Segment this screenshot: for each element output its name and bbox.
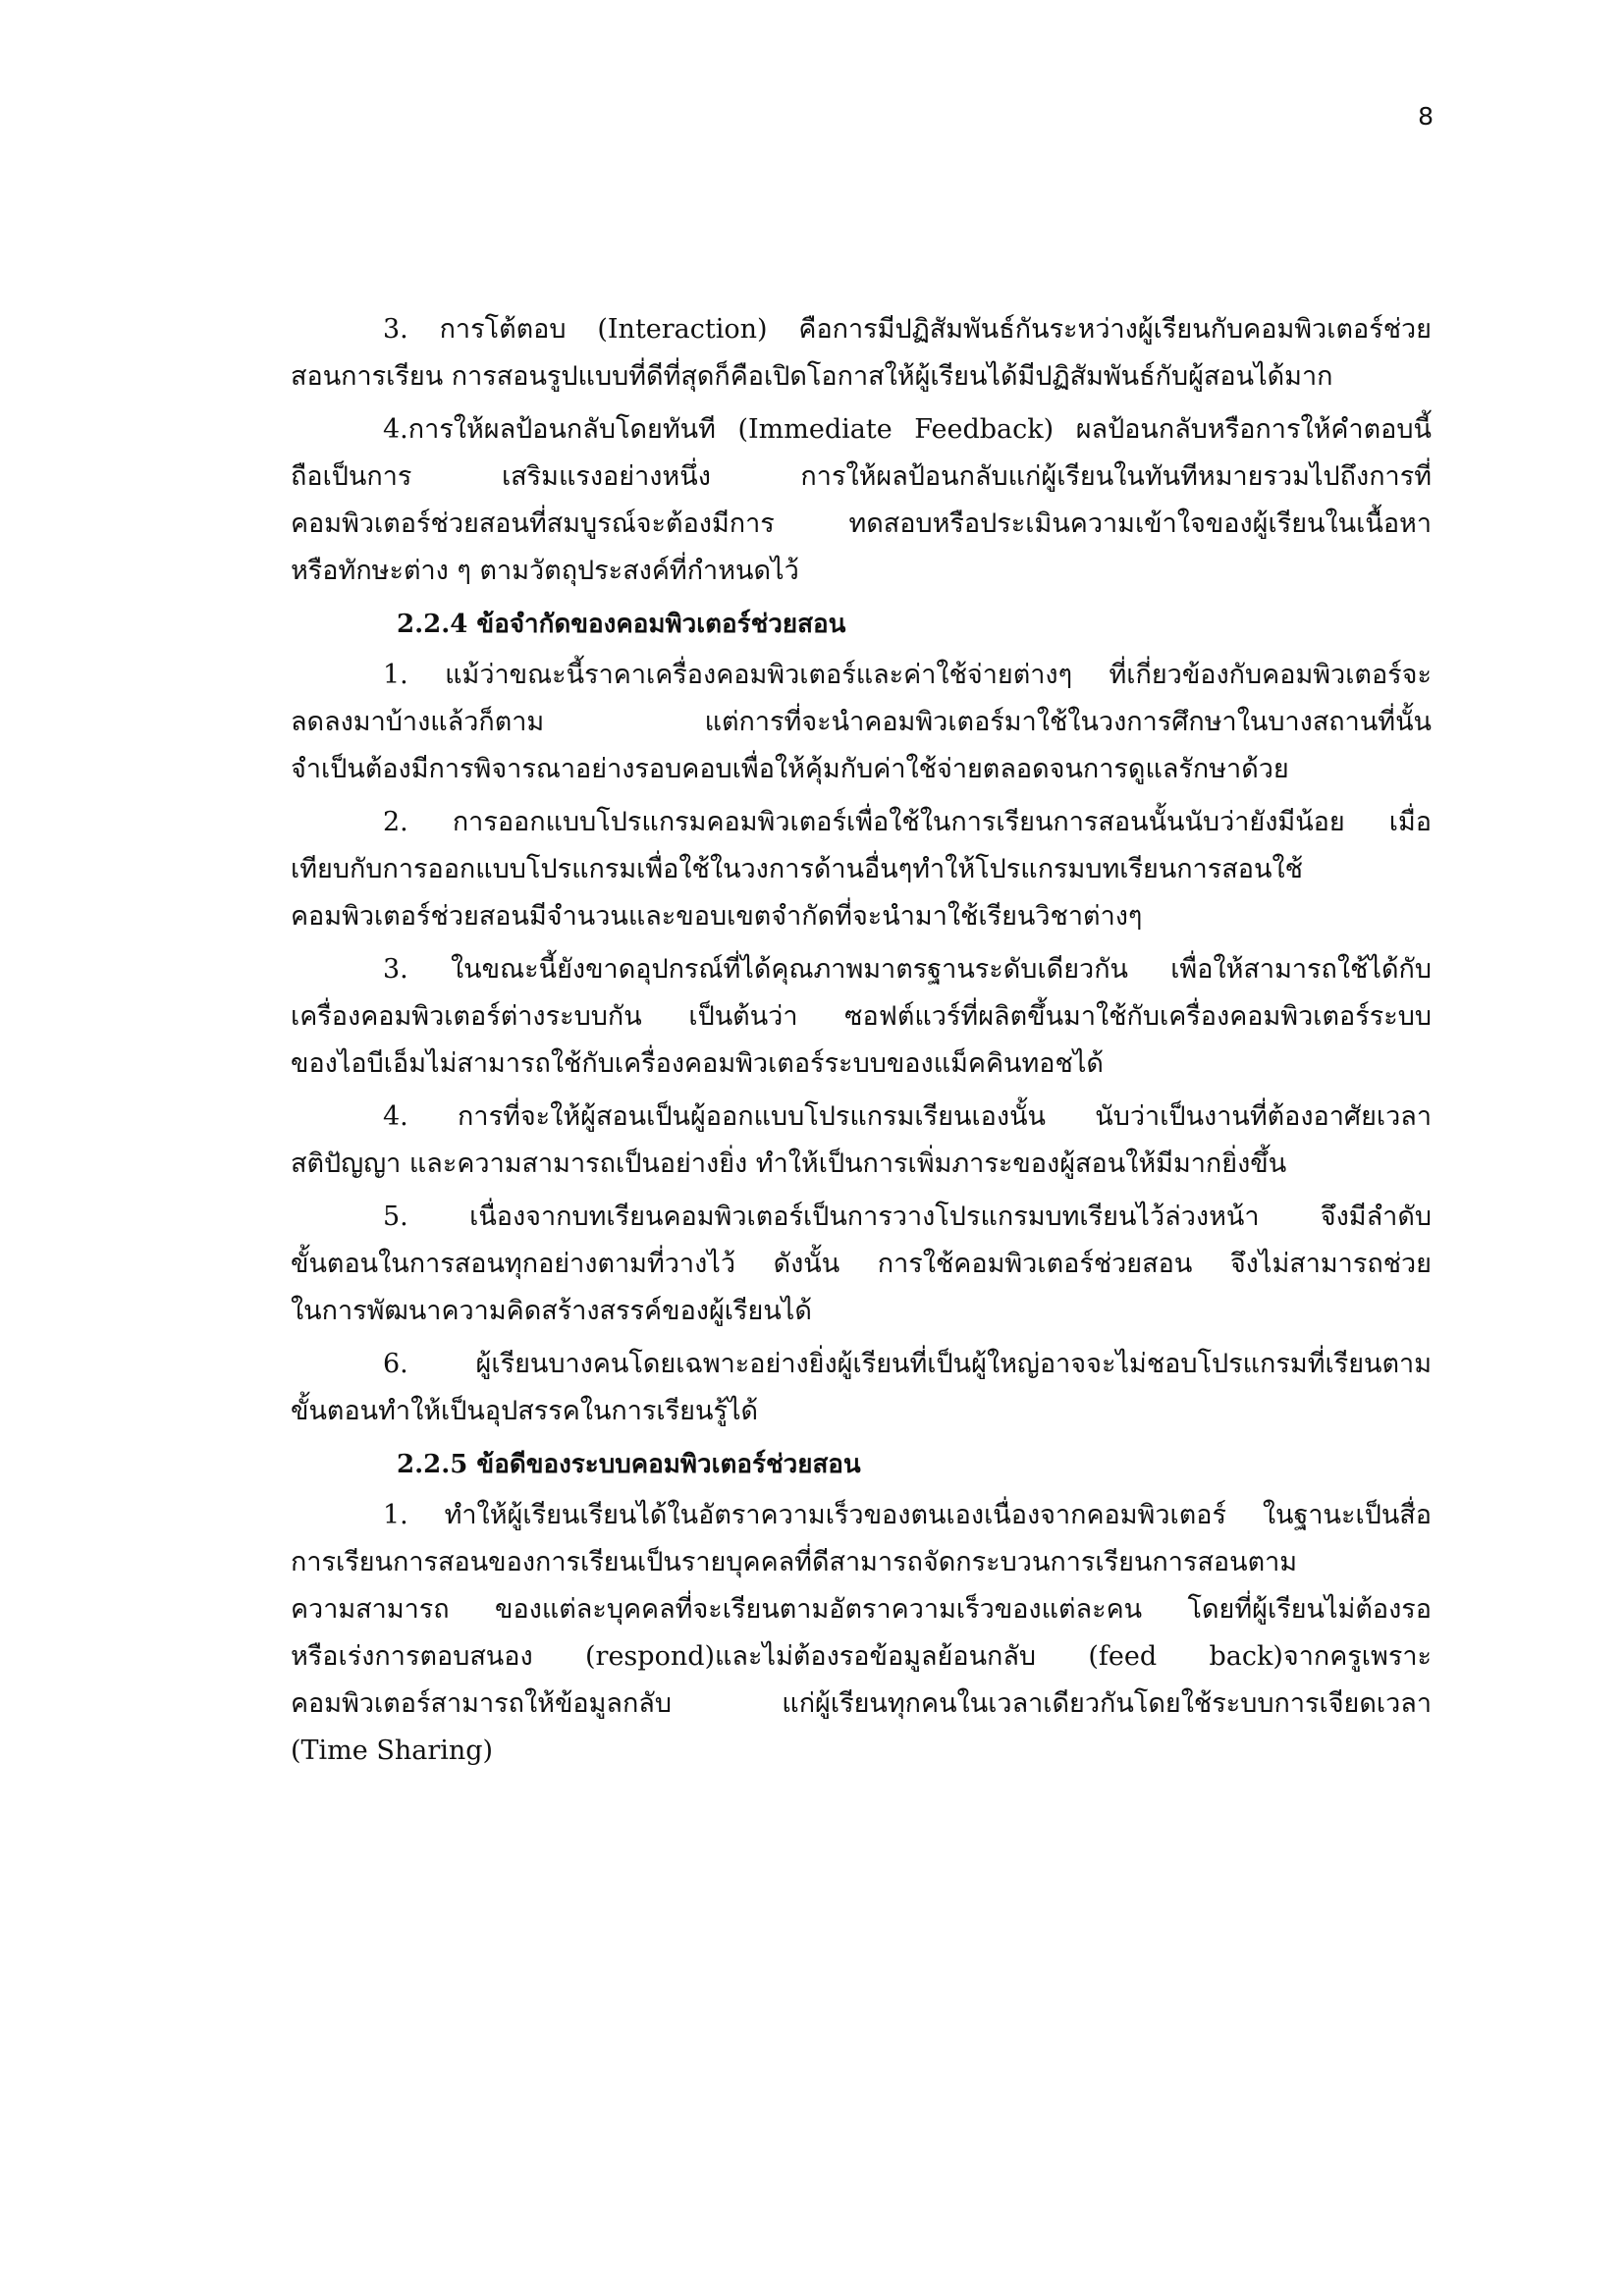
paragraph-limitation-4 <box>291 1094 1432 1188</box>
paragraph-limitation-2 <box>291 799 1432 940</box>
text-line: 5. เนื่องจากบทเรียนคอมพิวเตอร์เป็นการวางโปรแกรมบทเรียนไว้ล่วงหน้า จึงมีลำดับ <box>383 1201 1432 1232</box>
text-line: การเรียนการสอนของการเรียนเป็นรายบุคคลที่ดีสามารถจัดกระบวนการเรียนการสอนตาม <box>291 1547 1298 1577</box>
text-line: ขั้นตอนในการสอนทุกอย่างตามที่วางไว้ ดังนั้น การใช้คอมพิวเตอร์ช่วยสอน จึงไม่สามารถช่วย <box>291 1249 1432 1279</box>
section-heading-224: 2.2.4 ข้อจำกัดของคอมพิวเตอร์ช่วยสอน <box>397 610 846 639</box>
document-body <box>291 306 1432 1781</box>
text-line: คอมพิวเตอร์ช่วยสอนมีจำนวนและขอบเขตจำกัดที่จะนำมาใช้เรียนวิชาต่างๆ <box>291 901 1143 932</box>
text-line: ลดลงมาบ้างแล้วก็ตาม แต่การที่จะนำคอมพิวเตอร์มาใช้ในวงการศึกษาในบางสถานที่นั้น <box>291 707 1432 737</box>
paragraph-advantage-1 <box>291 1492 1432 1775</box>
text-line: 4. การที่จะให้ผู้สอนเป็นผู้ออกแบบโปรแกรมเรียนเองนั้น นับว่าเป็นงานที่ต้องอาศัยเวลา <box>383 1101 1432 1132</box>
text-line: 3. ในขณะนี้ยังขาดอุปกรณ์ที่ได้คุณภาพมาตรฐานระดับเดียวกัน เพื่อให้สามารถใช้ได้กับ <box>383 954 1432 985</box>
text-line: คอมพิวเตอร์ช่วยสอนที่สมบูรณ์จะต้องมีการ ทดสอบหรือประเมินความเข้าใจของผู้เรียนในเนื้อหา <box>291 508 1432 539</box>
text-line: ถือเป็นการ เสริมแรงอย่างหนึ่ง การให้ผลป้อนกลับแก่ผู้เรียนในทันทีหมายรวมไปถึงการที่ <box>291 461 1432 492</box>
section-heading-225: 2.2.5 ข้อดีของระบบคอมพิวเตอร์ช่วยสอน <box>397 1450 861 1479</box>
text-line: สติปัญญา และความสามารถเป็นอย่างยิ่ง ทำให้เป็นการเพิ่มภาระของผู้สอนให้มีมากยิ่งขึ้น <box>291 1148 1287 1179</box>
text-line: 4.การให้ผลป้อนกลับโดยทันที (Immediate Feedback) ผลป้อนกลับหรือการให้คำตอบนี้ <box>383 414 1432 445</box>
text-line: 6. ผู้เรียนบางคนโดยเฉพาะอย่างยิ่งผู้เรียนที่เป็นผู้ใหญ่อาจจะไม่ชอบโปรแกรมที่เรียนตาม <box>383 1349 1432 1379</box>
text-line: ขั้นตอนทำให้เป็นอุปสรรคในการเรียนรู้ได้ <box>291 1396 759 1426</box>
paragraph-limitation-1 <box>291 652 1432 793</box>
text-line: 1. แม้ว่าขณะนี้ราคาเครื่องคอมพิวเตอร์และค่าใช้จ่ายต่างๆ ที่เกี่ยวข้องกับคอมพิวเตอร์จะ <box>383 660 1432 690</box>
paragraph-limitation-6 <box>291 1341 1432 1435</box>
text-line: ในการพัฒนาความคิดสร้างสรรค์ของผู้เรียนได้ <box>291 1296 812 1326</box>
paragraph-feedback <box>291 406 1432 595</box>
text-line: จำเป็นต้องมีการพิจารณาอย่างรอบคอบเพื่อให้คุ้มกับค่าใช้จ่ายตลอดจนการดูแลรักษาด้วย <box>291 754 1289 784</box>
text-line: (Time Sharing) <box>291 1735 494 1766</box>
text-line: เครื่องคอมพิวเตอร์ต่างระบบกัน เป็นต้นว่า ซอฟต์แวร์ที่ผลิตขึ้นมาใช้กับเครื่องคอมพิวเตอร์ระบบ <box>291 1001 1432 1032</box>
text-line: 3. การโต้ตอบ (Interaction) คือการมีปฏิสัมพันธ์กันระหว่างผู้เรียนกับคอมพิวเตอร์ช่วย <box>383 314 1432 345</box>
page-number: 8 <box>1418 102 1434 131</box>
paragraph-interaction <box>291 306 1432 400</box>
paragraph-limitation-5 <box>291 1194 1432 1335</box>
text-line: คอมพิวเตอร์สามารถให้ข้อมูลกลับ แก่ผู้เรียนทุกคนในเวลาเดียวกันโดยใช้ระบบการเจียดเวลา <box>291 1688 1432 1719</box>
text-line: 2. การออกแบบโปรแกรมคอมพิวเตอร์เพื่อใช้ในการเรียนการสอนนั้นนับว่ายังมีน้อย เมื่อ <box>383 807 1432 837</box>
text-line: ความสามารถ ของแต่ละบุคคลที่จะเรียนตามอัตราความเร็วของแต่ละคน โดยที่ผู้เรียนไม่ต้องรอ <box>291 1594 1432 1625</box>
text-line: 1. ทำให้ผู้เรียนเรียนได้ในอัตราความเร็วของตนเองเนื่องจากคอมพิวเตอร์ ในฐานะเป็นสื่อ <box>383 1500 1432 1530</box>
text-line: หรือทักษะต่าง ๆ ตามวัตถุประสงค์ที่กำหนดไว้ <box>291 556 799 586</box>
text-line: หรือเร่งการตอบสนอง (respond)และไม่ต้องรอข้อมูลย้อนกลับ (feed back)จากครูเพราะ <box>291 1641 1432 1672</box>
paragraph-limitation-3 <box>291 946 1432 1088</box>
text-line: เทียบกับการออกแบบโปรแกรมเพื่อใช้ในวงการด้านอื่นๆทำให้โปรแกรมบทเรียนการสอนใช้ <box>291 854 1303 884</box>
text-line: สอนการเรียน การสอนรูปแบบที่ดีที่สุดก็คือเปิดโอกาสให้ผู้เรียนได้มีปฏิสัมพันธ์กับผู้สอนได้มาก <box>291 361 1333 392</box>
text-line: ของไอบีเอ็มไม่สามารถใช้กับเครื่องคอมพิวเตอร์ระบบของแม็คคินทอชได้ <box>291 1048 1104 1079</box>
